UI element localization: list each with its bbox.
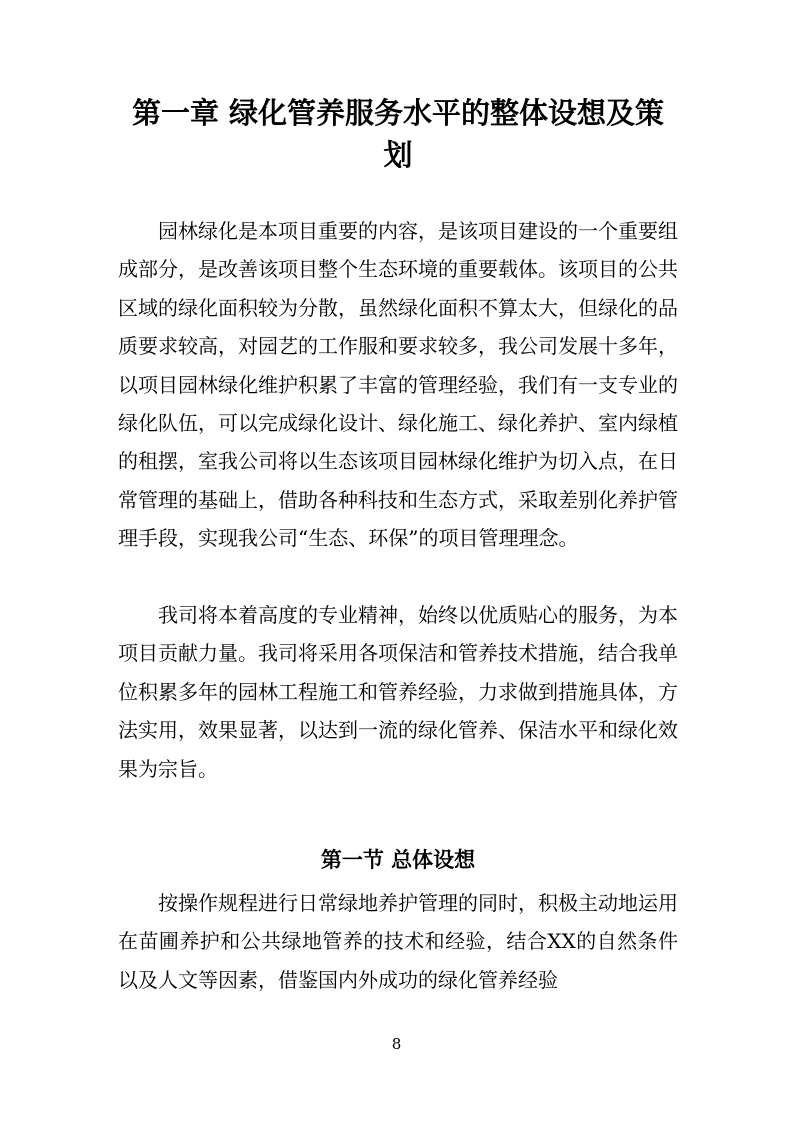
page-number: 8 <box>391 1035 402 1053</box>
body-paragraph-2: 我司将本着高度的专业精神，始终以优质贴心的服务，为本项目贡献力量。我司将采用各项保洁和管养技术措施，结合我单位积累多年的园林工程施工和管养经验，力求做到措施具体，方法实用，效果显著，以达到一流的绿化管养、保洁水平和绿化效果为宗旨。 <box>118 603 678 781</box>
section-title: 第一节 总体设想 <box>320 848 476 872</box>
body-paragraph-1: 园林绿化是本项目重要的内容，是该项目建设的一个重要组成部分，是改善该项目整个生态环境的重要载体。该项目的公共区域的绿化面积较为分散，虽然绿化面积不算太大，但绿化的品质要求较高，对园艺的工作服和要求较多，我公司发展十多年，以项目园林绿化维护积累了丰富的管理经验，我们有一支专业的绿化队伍，可以完成绿化设计、绿化施工、绿化养护、室内绿植的租摆，室我公司将以生态该项目园林绿化维护为切入点，在日常管理的基础上，借助各种科技和生态方式，采取差别化养护管理手段，实现我公司“生态、环保”的项目管理理念。 <box>118 219 678 551</box>
section-paragraph: 按操作规程进行日常绿地养护管理的同时，积极主动地运用在苗圃养护和公共绿地管养的技术和经验，结合XX的自然条件以及人文等因素，借鉴国内外成功的绿化管养经验 <box>118 891 678 992</box>
chapter-title: 第一章 绿化管养服务水平的整体设想及策划 <box>131 96 665 172</box>
